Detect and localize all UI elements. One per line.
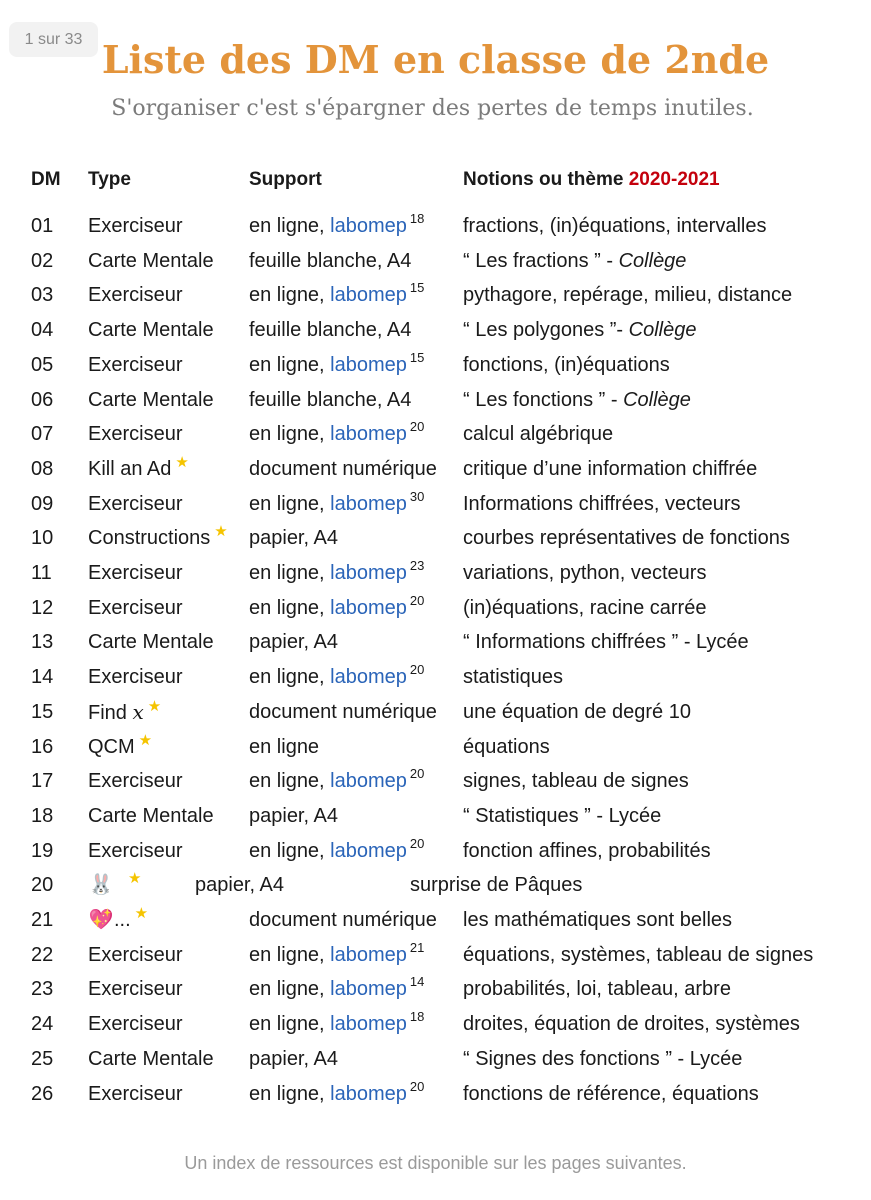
support-text: document numérique xyxy=(249,909,437,931)
math-variable: x xyxy=(132,699,144,724)
dm-notions xyxy=(463,591,706,625)
dm-type-label: Exerciseur xyxy=(88,666,183,689)
labomep-link[interactable]: labomep xyxy=(330,492,407,515)
dm-support xyxy=(195,868,284,902)
dm-support xyxy=(249,799,338,833)
labomep-link[interactable]: labomep xyxy=(330,839,407,862)
labomep-link[interactable]: labomep xyxy=(330,215,407,237)
support-text: en ligne, xyxy=(249,423,331,446)
dm-type-label: Kill an Ad xyxy=(88,457,172,480)
support-text: en ligne, xyxy=(249,353,331,376)
dm-type-label: Exerciseur xyxy=(88,1082,183,1105)
dm-notions xyxy=(463,487,741,521)
support-text: en ligne, xyxy=(249,978,331,1001)
star-icon: ★ xyxy=(138,731,153,749)
dm-number: 05 xyxy=(31,353,54,376)
dm-notions xyxy=(463,625,749,659)
exercise-count: 20 xyxy=(409,1078,425,1094)
support-text: feuille blanche, A4 xyxy=(249,319,412,342)
table-row xyxy=(0,695,871,730)
dm-support xyxy=(249,521,338,555)
dm-type xyxy=(88,452,189,488)
dm-type xyxy=(88,313,214,347)
header-dm: DM xyxy=(31,169,61,190)
star-icon: ★ xyxy=(147,697,162,715)
dm-notions xyxy=(463,695,691,729)
notions-text: “ Statistiques ” - Lycée xyxy=(463,804,662,827)
dm-support xyxy=(249,903,437,937)
table-row xyxy=(0,417,871,452)
dm-notions xyxy=(463,278,792,312)
support-text: en ligne, xyxy=(249,943,331,966)
dm-support xyxy=(249,591,424,627)
table-row xyxy=(0,764,871,799)
notions-text: “ Signes des fonctions ” - Lycée xyxy=(463,1047,743,1070)
dm-type xyxy=(88,764,182,798)
table-row xyxy=(0,1042,871,1077)
page-subtitle: S'organiser c'est s'épargner des pertes de temps inutiles. xyxy=(111,96,754,121)
dm-type xyxy=(88,417,182,451)
table-row xyxy=(0,591,871,626)
notions-text: surprise de Pâques xyxy=(410,874,583,897)
notions-level: Collège xyxy=(618,249,687,272)
labomep-link[interactable]: labomep xyxy=(330,943,407,966)
dm-number: 19 xyxy=(31,839,54,862)
dm-notions xyxy=(463,903,732,937)
dm-type-label: Carte Mentale xyxy=(88,319,214,342)
dm-support xyxy=(249,383,411,417)
notions-text: pythagore, repérage, milieu, distance xyxy=(463,284,793,307)
dm-notions xyxy=(463,209,766,243)
support-text: en ligne, xyxy=(249,666,331,689)
table-row xyxy=(0,903,871,938)
support-text: en ligne, xyxy=(249,562,331,584)
dm-type-label: Find xyxy=(88,701,133,724)
dm-number: 25 xyxy=(31,1047,54,1070)
labomep-link[interactable]: labomep xyxy=(330,423,407,446)
support-text: en ligne xyxy=(249,735,320,758)
table-row xyxy=(0,660,871,695)
dm-notions xyxy=(463,348,670,382)
star-icon: ★ xyxy=(214,523,228,541)
dm-type-label: Exerciseur xyxy=(88,943,183,966)
notions-text: calcul algébrique xyxy=(463,423,614,446)
labomep-link[interactable]: labomep xyxy=(330,978,407,1001)
notions-text: “ Informations chiffrées ” - Lycée xyxy=(463,631,749,654)
dm-notions xyxy=(463,244,686,278)
notions-text: une équation de degré 10 xyxy=(463,700,691,723)
star-icon: ★ xyxy=(134,905,149,922)
table-row xyxy=(0,521,871,556)
dm-type-label: Exerciseur xyxy=(88,353,183,376)
dm-support xyxy=(249,972,424,1008)
dm-support xyxy=(249,660,424,696)
dm-type xyxy=(88,556,182,590)
dm-number: 11 xyxy=(31,562,52,584)
dm-number: 13 xyxy=(31,631,54,654)
dm-support xyxy=(249,1007,424,1043)
dm-type-label: Exerciseur xyxy=(88,978,183,1001)
notions-text: signes, tableau de signes xyxy=(463,770,689,793)
dm-notions xyxy=(463,730,550,764)
dm-type xyxy=(88,521,228,557)
dm-type-label: Carte Mentale xyxy=(88,631,214,654)
dm-support xyxy=(249,487,424,523)
dm-type xyxy=(88,244,214,278)
header-support: Support xyxy=(249,169,322,190)
notions-text: fonctions, (in)équations xyxy=(463,353,670,376)
notions-text: probabilités, loi, tableau, arbre xyxy=(463,978,731,1001)
exercise-count: 21 xyxy=(409,939,425,955)
dm-type-label: Exerciseur xyxy=(88,562,183,584)
support-text: en ligne, xyxy=(249,839,331,862)
dm-support xyxy=(249,209,424,245)
dm-type-label: Exerciseur xyxy=(88,215,183,237)
dm-type xyxy=(88,1007,182,1041)
support-text: en ligne, xyxy=(249,492,331,515)
notions-text: les mathématiques sont belles xyxy=(463,909,733,931)
dm-number: 09 xyxy=(31,492,54,515)
table-row xyxy=(0,730,871,765)
dm-type-label: Exerciseur xyxy=(88,770,183,793)
dm-number: 24 xyxy=(31,1013,54,1036)
header-notions xyxy=(463,167,720,193)
dm-number: 17 xyxy=(31,770,54,793)
header-type: Type xyxy=(88,169,131,190)
notions-text: droites, équation de droites, systèmes xyxy=(463,1013,800,1036)
dm-type-label: Exerciseur xyxy=(88,492,183,515)
dm-number: 03 xyxy=(31,284,54,307)
dm-notions xyxy=(463,972,731,1006)
dm-type xyxy=(88,591,182,625)
table-row xyxy=(0,487,871,522)
dm-type xyxy=(88,799,214,833)
dm-type xyxy=(88,278,182,312)
table-row xyxy=(0,938,871,973)
dm-number: 21 xyxy=(31,909,54,931)
exercise-count: 20 xyxy=(409,766,425,782)
exercise-count: 23 xyxy=(409,558,425,573)
dm-support xyxy=(249,625,338,659)
labomep-link[interactable]: labomep xyxy=(330,353,407,376)
dm-support xyxy=(249,452,437,486)
exercise-count: 20 xyxy=(409,662,425,678)
dm-support xyxy=(249,348,424,384)
support-text: en ligne, xyxy=(249,1082,331,1105)
dm-type-label: ... xyxy=(114,909,131,931)
support-text: papier, A4 xyxy=(249,527,338,550)
dm-notions xyxy=(463,1077,759,1111)
dm-type xyxy=(88,903,148,939)
notions-text: équations xyxy=(463,735,550,758)
support-text: en ligne, xyxy=(249,284,331,307)
notions-level: Collège xyxy=(628,319,697,342)
table-row xyxy=(0,313,871,348)
notions-text: courbes représentatives de fonctions xyxy=(463,527,790,550)
dm-support xyxy=(249,1077,424,1113)
dm-type-label: Exerciseur xyxy=(88,839,183,862)
header-notions-label: Notions ou thème xyxy=(463,169,624,190)
exercise-count: 14 xyxy=(409,974,425,990)
dm-notions xyxy=(463,313,696,347)
labomep-link[interactable]: labomep xyxy=(330,666,407,689)
notions-text: équations, systèmes, tableau de signes xyxy=(463,943,814,966)
notions-text: critique d’une information chiffrée xyxy=(463,457,758,480)
dm-number: 23 xyxy=(31,978,54,1001)
dm-type xyxy=(88,972,182,1006)
table-row xyxy=(0,972,871,1007)
star-icon: ★ xyxy=(175,453,189,471)
dm-notions xyxy=(463,799,661,833)
dm-type-label: Constructions xyxy=(88,527,211,550)
dm-number: 06 xyxy=(31,388,54,411)
dm-support xyxy=(249,556,424,592)
dm-number: 16 xyxy=(31,735,54,758)
notions-text: “ Les fractions ” - xyxy=(463,249,619,272)
dm-support xyxy=(249,244,411,278)
notions-text: “ Les polygones ”- xyxy=(463,319,629,342)
dm-notions xyxy=(463,521,790,555)
notions-text: fractions, (in)équations, intervalles xyxy=(463,215,767,237)
rabbit-icon: 🐰 xyxy=(88,874,114,897)
support-text: papier, A4 xyxy=(249,1047,338,1070)
table-row xyxy=(0,348,871,383)
exercise-count: 18 xyxy=(409,211,425,226)
support-text: en ligne, xyxy=(249,1013,331,1036)
dm-type xyxy=(88,209,182,243)
support-text: papier, A4 xyxy=(249,804,338,827)
dm-type-label: Carte Mentale xyxy=(88,804,214,827)
dm-notions xyxy=(463,764,689,798)
dm-notions xyxy=(410,868,582,902)
dm-type xyxy=(88,1077,182,1111)
dm-support xyxy=(249,695,437,729)
sparkling-heart-icon: 💖 xyxy=(88,909,114,931)
dm-number: 14 xyxy=(31,666,54,689)
table-row xyxy=(0,556,871,591)
dm-type xyxy=(88,730,152,766)
dm-support xyxy=(249,764,424,800)
dm-number: 04 xyxy=(31,319,54,342)
support-text: en ligne, xyxy=(249,215,331,237)
labomep-link[interactable]: labomep xyxy=(330,562,407,584)
exercise-count: 18 xyxy=(409,1009,425,1025)
support-text: en ligne, xyxy=(249,770,331,793)
table-row xyxy=(0,868,871,903)
support-text: papier, A4 xyxy=(195,874,284,897)
dm-type xyxy=(88,1042,214,1076)
dm-support xyxy=(249,730,319,764)
dm-type-label: Carte Mentale xyxy=(88,388,214,411)
exercise-count: 20 xyxy=(409,592,425,608)
table-row xyxy=(0,1077,871,1112)
dm-notions xyxy=(463,834,711,868)
dm-type-label: Carte Mentale xyxy=(88,249,214,272)
dm-support xyxy=(249,278,424,314)
dm-number: 01 xyxy=(31,215,54,237)
notions-text: variations, python, vecteurs xyxy=(463,562,707,584)
dm-notions xyxy=(463,1042,742,1076)
dm-type-label: Exerciseur xyxy=(88,596,183,619)
exercise-count: 15 xyxy=(409,280,425,296)
header-year: 2020-2021 xyxy=(628,169,720,190)
dm-type-label: Carte Mentale xyxy=(88,1047,214,1070)
dm-number: 18 xyxy=(31,804,54,827)
dm-type xyxy=(88,868,141,904)
labomep-link[interactable]: labomep xyxy=(330,770,407,793)
table-row xyxy=(0,452,871,487)
notions-text: fonctions de référence, équations xyxy=(463,1082,759,1105)
dm-support xyxy=(249,1042,338,1076)
dm-number: 10 xyxy=(31,527,54,550)
exercise-count: 30 xyxy=(409,488,425,504)
dm-notions xyxy=(463,452,757,486)
dm-number: 20 xyxy=(31,874,54,897)
labomep-link[interactable]: labomep xyxy=(330,1082,407,1105)
dm-support xyxy=(249,417,424,453)
labomep-link[interactable]: labomep xyxy=(330,284,407,307)
support-text: feuille blanche, A4 xyxy=(249,388,412,411)
star-icon: ★ xyxy=(128,870,142,888)
dm-number: 02 xyxy=(31,249,54,272)
footer-note: Un index de ressources est disponible sur les pages suivantes. xyxy=(184,1153,687,1173)
dm-number: 07 xyxy=(31,423,54,446)
page-title: Liste des DM en classe de 2nde xyxy=(101,37,770,82)
dm-type xyxy=(88,660,182,694)
labomep-link[interactable]: labomep xyxy=(330,596,407,619)
dm-number: 12 xyxy=(31,596,54,619)
table-row xyxy=(0,209,871,244)
dm-type-label: Exerciseur xyxy=(88,1013,183,1036)
table-row xyxy=(0,383,871,418)
dm-type xyxy=(88,938,182,972)
dm-type-label: Exerciseur xyxy=(88,423,183,446)
table-row xyxy=(0,1007,871,1042)
support-text: document numérique xyxy=(249,700,437,723)
dm-type xyxy=(88,487,182,521)
dm-notions xyxy=(463,383,691,417)
dm-number: 26 xyxy=(31,1082,54,1105)
dm-type-label: Exerciseur xyxy=(88,284,183,307)
notions-text: Informations chiffrées, vecteurs xyxy=(463,492,741,515)
exercise-count: 15 xyxy=(409,349,425,365)
dm-notions xyxy=(463,660,563,694)
notions-text: (in)équations, racine carrée xyxy=(463,596,707,619)
dm-number: 15 xyxy=(31,700,54,723)
exercise-count: 20 xyxy=(409,419,425,435)
support-text: feuille blanche, A4 xyxy=(249,249,412,272)
support-text: document numérique xyxy=(249,457,437,480)
dm-type xyxy=(88,348,182,382)
dm-notions xyxy=(463,938,813,972)
page-indicator: 1 sur 33 xyxy=(9,22,98,57)
dm-number: 22 xyxy=(31,943,54,966)
notions-level: Collège xyxy=(623,388,691,411)
dm-support xyxy=(249,938,424,974)
dm-type-label: QCM xyxy=(88,735,135,758)
notions-text: fonction affines, probabilités xyxy=(463,839,711,862)
dm-notions xyxy=(463,1007,800,1041)
dm-notions xyxy=(463,556,706,590)
dm-number: 08 xyxy=(31,457,54,480)
support-text: en ligne, xyxy=(249,596,331,619)
support-text: papier, A4 xyxy=(249,631,338,654)
notions-text: statistiques xyxy=(463,666,564,689)
dm-type xyxy=(88,625,214,659)
table-row xyxy=(0,625,871,660)
table-row xyxy=(0,244,871,279)
labomep-link[interactable]: labomep xyxy=(330,1013,407,1036)
table-row xyxy=(0,799,871,834)
dm-support xyxy=(249,313,411,347)
table-row xyxy=(0,278,871,313)
dm-type xyxy=(88,383,214,417)
notions-text: “ Les fonctions ” - xyxy=(463,388,624,411)
dm-notions xyxy=(463,417,613,451)
dm-support xyxy=(249,834,424,870)
exercise-count: 20 xyxy=(409,835,425,851)
